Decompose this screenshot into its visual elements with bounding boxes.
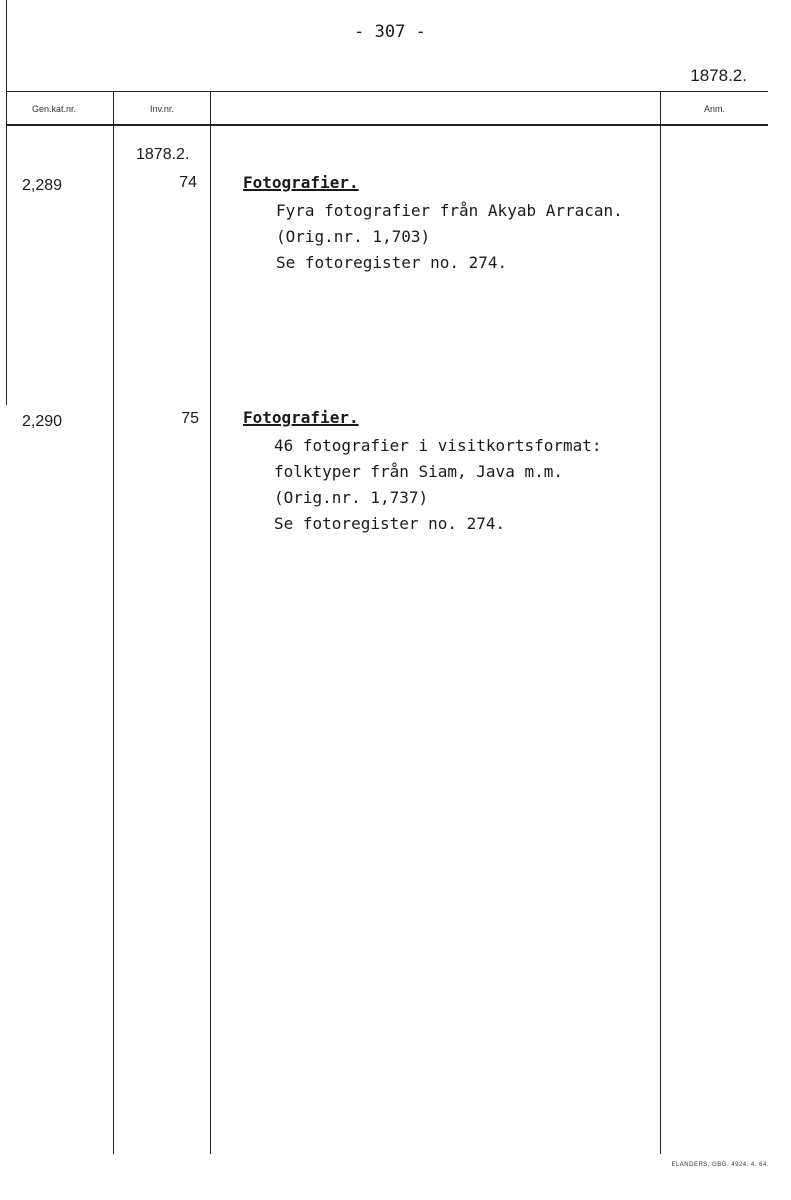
entry-line: 46 fotografier i visitkortsformat: bbox=[274, 436, 602, 455]
col-divider-desc-anm bbox=[660, 92, 661, 1154]
entry-line: Se fotoregister no. 274. bbox=[276, 253, 508, 272]
entry-line: (Orig.nr. 1,703) bbox=[276, 227, 431, 246]
col-divider-inv-desc bbox=[210, 92, 211, 1154]
entry-inv-nr: 75 bbox=[181, 410, 199, 427]
header-bottom-rule bbox=[6, 124, 768, 126]
entry-gen-kat-nr: 2,290 bbox=[22, 413, 63, 430]
entry-line: (Orig.nr. 1,737) bbox=[274, 488, 429, 507]
entry-line: Se fotoregister no. 274. bbox=[274, 514, 506, 533]
header-year: 1878.2. bbox=[690, 66, 747, 85]
entry-line: folktyper från Siam, Java m.m. bbox=[274, 462, 563, 481]
header-top-rule bbox=[6, 91, 768, 92]
left-margin-line bbox=[6, 0, 7, 405]
entry-heading: Fotografier. bbox=[243, 173, 359, 192]
col-divider-genkat-inv bbox=[113, 92, 114, 1154]
page-number: - 307 - bbox=[354, 22, 426, 42]
entry-heading: Fotografier. bbox=[243, 408, 359, 427]
entry-line: Fyra fotografier från Akyab Arracan. bbox=[276, 201, 623, 220]
entry-gen-kat-nr: 2,289 bbox=[22, 177, 63, 194]
printer-imprint: ELANDERS, GBG. 4924. 4. 64. bbox=[671, 1162, 769, 1168]
column-header-anm: Anm. bbox=[704, 104, 726, 114]
year-marker: 1878.2. bbox=[136, 146, 190, 163]
column-header-inv-nr: Inv.nr. bbox=[150, 104, 174, 114]
column-header-gen-kat-nr: Gen.kat.nr. bbox=[32, 104, 77, 114]
entry-inv-nr: 74 bbox=[179, 174, 197, 191]
